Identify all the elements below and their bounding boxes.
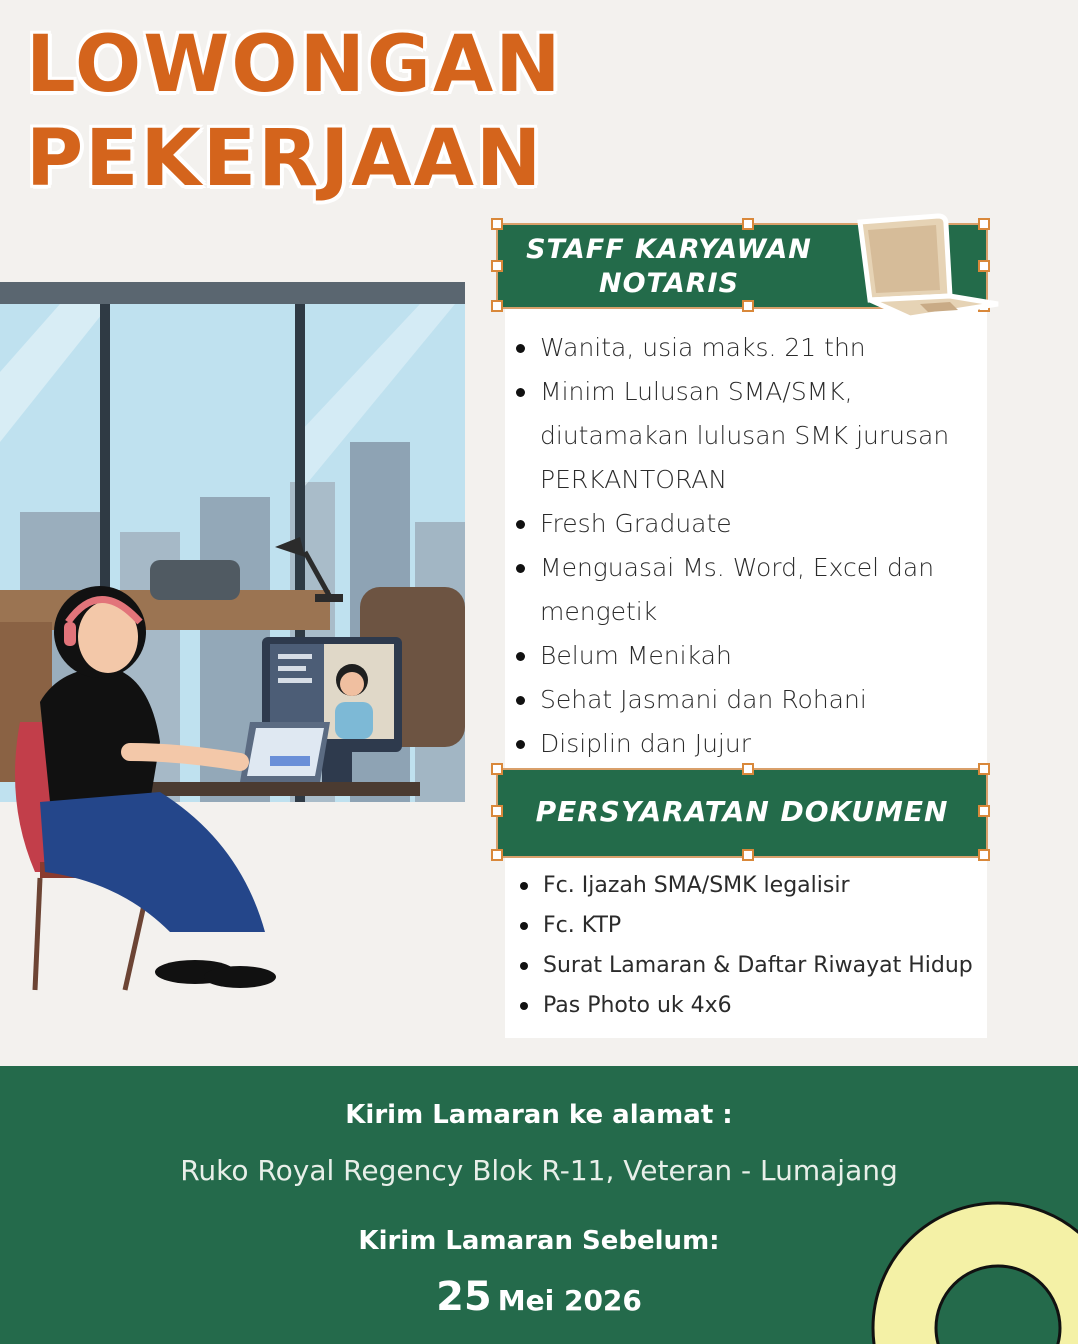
documents-title: PERSYARATAN DOKUMEN <box>535 795 949 828</box>
list-item: Belum Menikah <box>512 634 982 678</box>
documents-list <box>516 866 986 1026</box>
list-item: Minim Lulusan SMA/SMK, diutamakan lulusan SMK jurusan PERKANTORAN <box>512 370 982 502</box>
list-item: Sehat Jasmani dan Rohani <box>512 678 982 722</box>
deadline-day: 25 <box>436 1274 492 1320</box>
job-title: STAFF KARYAWAN NOTARIS <box>526 234 812 299</box>
resize-handle-icon <box>742 218 754 230</box>
list-item: Fc. KTP <box>516 906 986 946</box>
laptop-icon <box>850 212 1000 324</box>
title-line-2: PEKERJAAN <box>26 114 544 204</box>
resize-handle-icon <box>491 805 503 817</box>
send-label: Kirim Lamaran ke alamat : <box>345 1100 733 1130</box>
resize-handle-icon <box>978 805 990 817</box>
resize-handle-icon <box>491 260 503 272</box>
list-item: Pas Photo uk 4x6 <box>516 986 986 1026</box>
list-item: Disiplin dan Jujur <box>512 722 982 766</box>
list-item: Fc. Ijazah SMA/SMK legalisir <box>516 866 986 906</box>
resize-handle-icon <box>978 849 990 861</box>
resize-handle-icon <box>978 763 990 775</box>
page-title <box>26 18 563 206</box>
resize-handle-icon <box>491 218 503 230</box>
title-line-1: LOWONGAN <box>26 20 563 110</box>
resize-handle-icon <box>491 763 503 775</box>
list-item: Fresh Graduate <box>512 502 982 546</box>
requirements-list <box>512 326 982 766</box>
resize-handle-icon <box>742 849 754 861</box>
deadline-date <box>0 1274 1078 1320</box>
footer <box>0 1066 1078 1344</box>
list-item: Surat Lamaran & Daftar Riwayat Hidup <box>516 946 986 986</box>
documents-banner <box>496 768 988 858</box>
list-item: Menguasai Ms. Word, Excel dan mengetik <box>512 546 982 634</box>
office-illustration <box>0 282 470 1002</box>
resize-handle-icon <box>491 300 503 312</box>
resize-handle-icon <box>742 300 754 312</box>
list-item: Wanita, usia maks. 21 thn <box>512 326 982 370</box>
deadline-month-year: Mei 2026 <box>497 1284 642 1317</box>
address: Ruko Royal Regency Blok R-11, Veteran - Lumajang <box>180 1154 898 1187</box>
deadline-label: Kirim Lamaran Sebelum: <box>358 1226 720 1256</box>
resize-handle-icon <box>742 763 754 775</box>
resize-handle-icon <box>491 849 503 861</box>
